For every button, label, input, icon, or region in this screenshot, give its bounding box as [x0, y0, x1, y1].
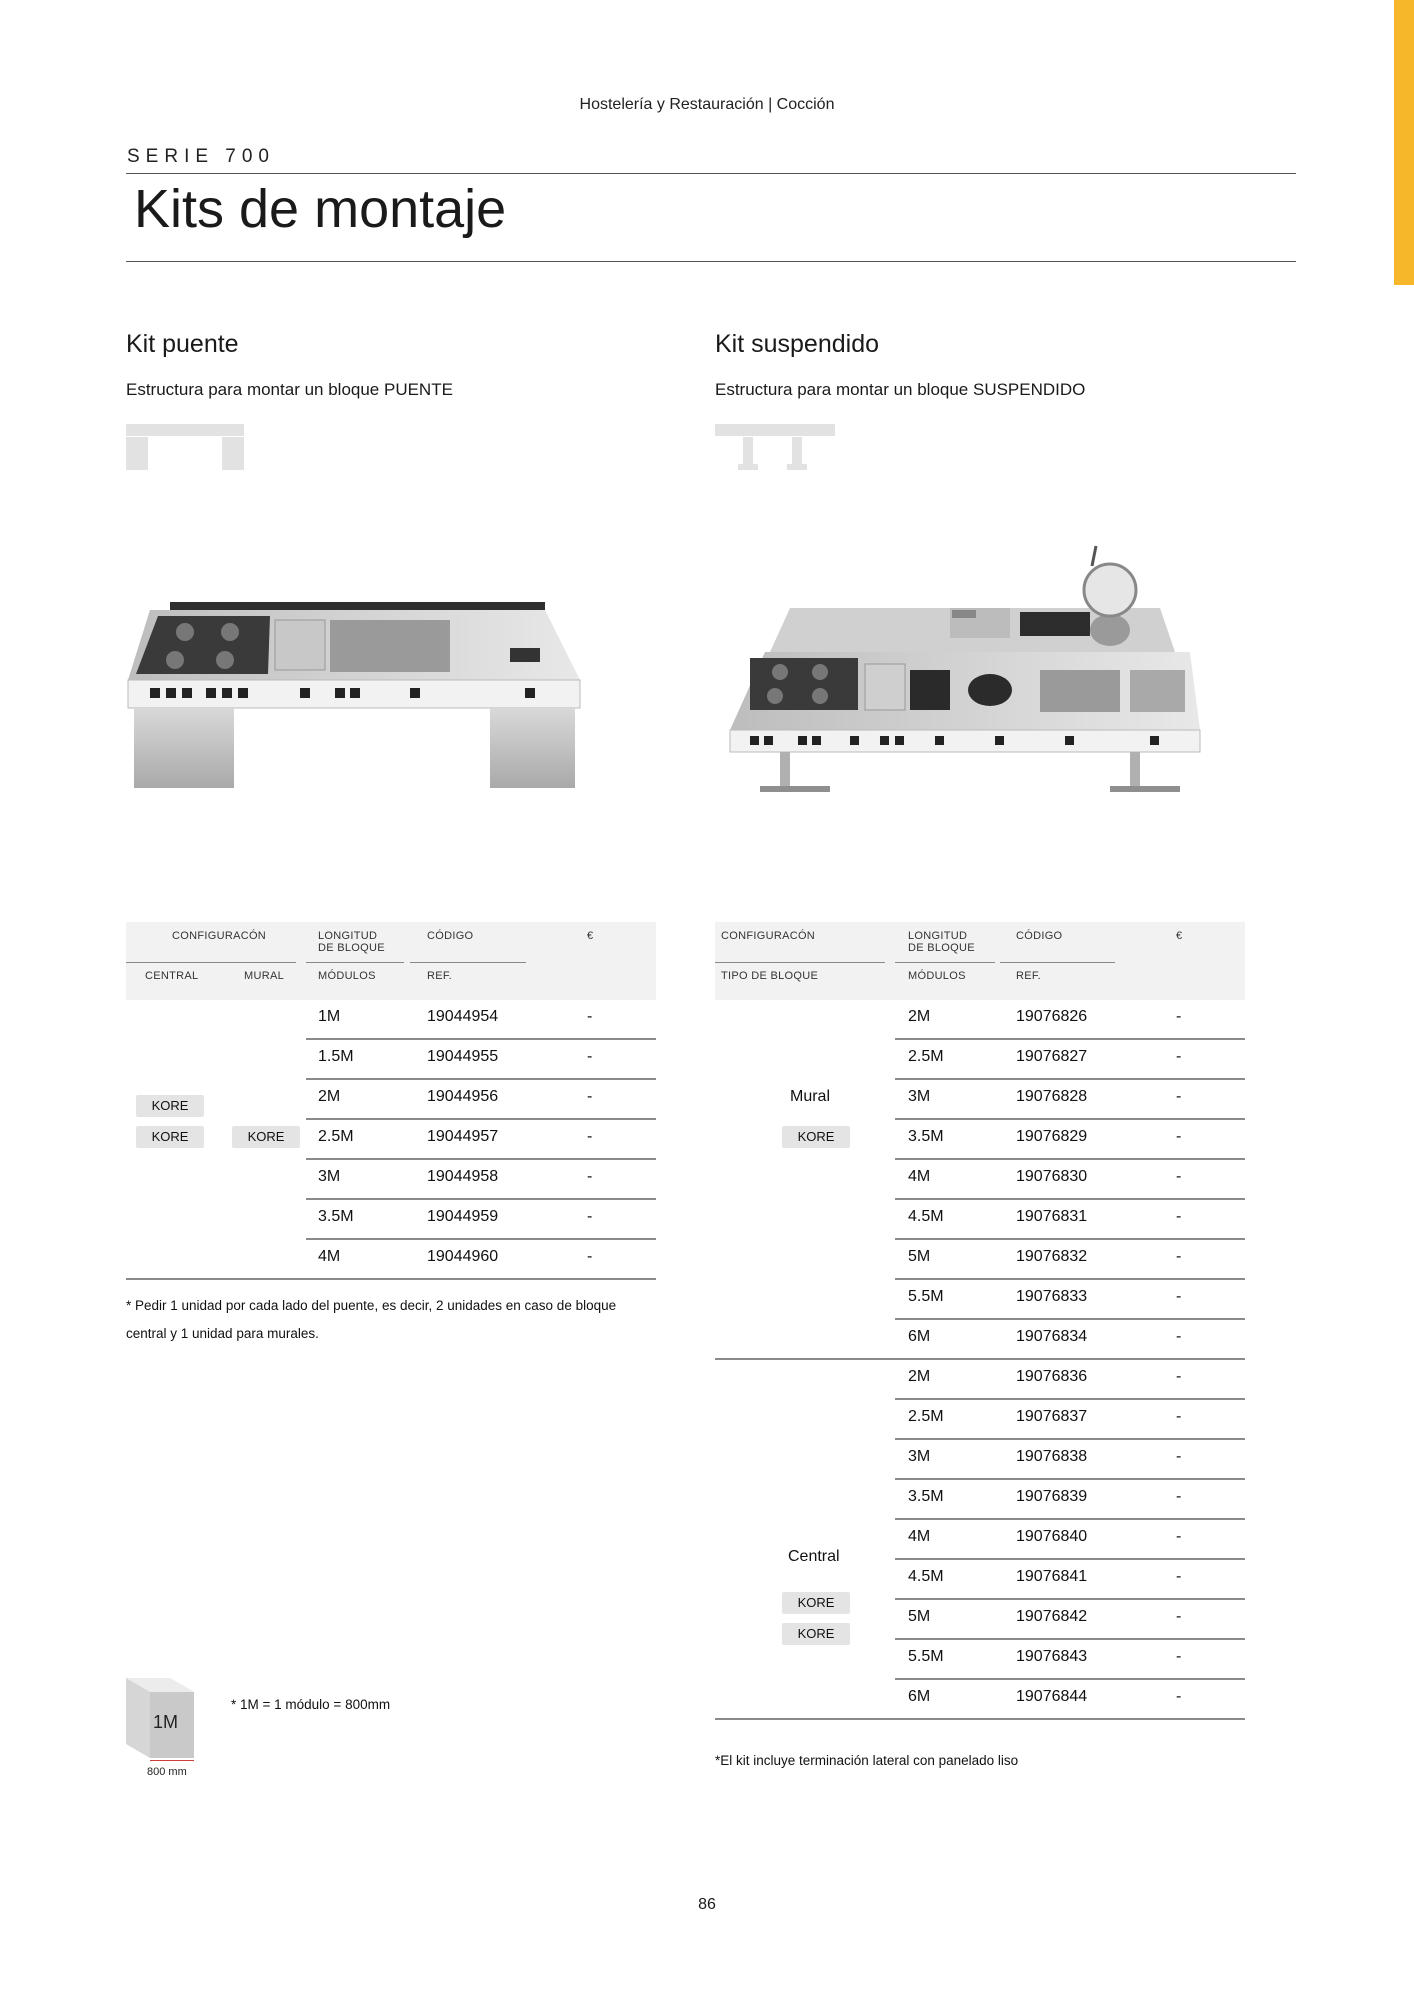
th-longitud: LONGITUD DE BLOQUE [908, 930, 975, 954]
page-number: 86 [698, 1896, 716, 1913]
series-label: SERIE 700 [127, 146, 275, 167]
kit-puente-product-image [110, 590, 590, 820]
th-tipo-bloque: TIPO DE BLOQUE [721, 970, 819, 982]
kit-suspendido-product-image [720, 540, 1210, 810]
kit-puente-subtitle: Estructura para montar un bloque PUENTE [126, 380, 453, 399]
th-mural: MURAL [244, 970, 285, 982]
th-configuracion: CONFIGURACÓN [172, 930, 267, 942]
divider [126, 261, 1296, 262]
kit-suspendido-subtitle: Estructura para montar un bloque SUSPENDIDO [715, 380, 1086, 399]
page-title: Kits de montaje [134, 179, 507, 239]
kit-suspendido-note: *El kit incluye terminación lateral con panelado liso [715, 1753, 1019, 1768]
mural-config-badge: KORE [232, 1126, 300, 1148]
kit-puente-note: * Pedir 1 unidad por cada lado del puente, es decir, 2 unidades en caso de bloque central y 1 unidad para murales. [126, 1298, 617, 1341]
th-modulos: MÓDULOS [908, 970, 966, 982]
th-longitud: LONGITUD DE BLOQUE [318, 930, 385, 954]
breadcrumb: Hostelería y Restauración | Cocción [579, 96, 835, 113]
kit-suspendido-heading: Kit suspendido [715, 330, 880, 358]
module-note: * 1M = 1 módulo = 800mm [231, 1697, 391, 1712]
th-central: CENTRAL [145, 970, 199, 982]
th-configuracion: CONFIGURACÓN [721, 930, 816, 942]
divider [126, 173, 1296, 174]
central-config-badge: KORE [136, 1095, 204, 1117]
central-config-badge: KORE [136, 1126, 204, 1148]
th-codigo: CÓDIGO [427, 930, 474, 942]
th-modulos: MÓDULOS [318, 970, 376, 982]
kit-puente-heading: Kit puente [126, 330, 239, 358]
central-group-label: Central [788, 1548, 840, 1565]
yellow-section-tab [1394, 0, 1414, 285]
mural-group-label: Mural [790, 1088, 831, 1105]
th-price: € [1176, 930, 1183, 942]
th-ref: REF. [1016, 970, 1042, 982]
mural-config-badge: KORE [782, 1126, 850, 1148]
central-config-badge: KORE [782, 1592, 850, 1614]
th-codigo: CÓDIGO [1016, 930, 1063, 942]
th-price: € [587, 930, 594, 942]
module-dimension: 800 mm [147, 1766, 187, 1778]
central-config-badge: KORE [782, 1623, 850, 1645]
th-ref: REF. [427, 970, 453, 982]
module-box-label: 1M [153, 1712, 179, 1732]
